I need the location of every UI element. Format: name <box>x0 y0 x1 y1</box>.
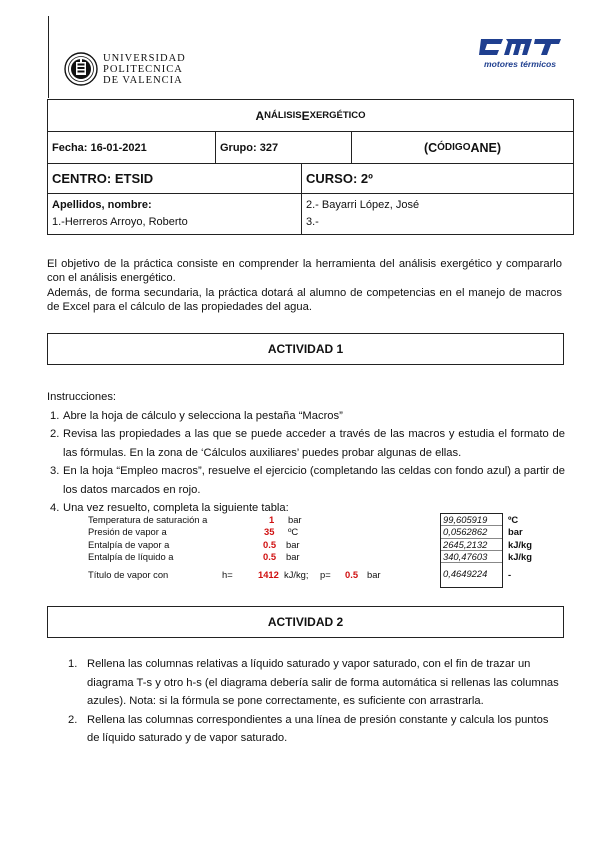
names-left <box>48 194 302 234</box>
student-1: 1.-Herreros Arroyo, Roberto <box>52 216 188 228</box>
p-label: p= <box>320 569 331 580</box>
result-unit: ºC <box>508 514 519 525</box>
university-seal-icon <box>64 52 98 86</box>
codigo-field <box>352 132 573 163</box>
input-value: 0.5 <box>263 550 277 562</box>
input-unit: bar <box>286 550 300 562</box>
cmt-logo <box>476 36 564 69</box>
header-table <box>47 99 574 235</box>
list-item <box>68 711 560 748</box>
item-number: 2. <box>50 428 60 440</box>
codigo-close: ANE) <box>470 140 502 155</box>
result-cell: 0,4649224 <box>443 568 488 580</box>
results-column <box>440 513 503 588</box>
result-cell: 0,0562862 <box>441 526 502 538</box>
item-text: Rellena las columnas relativas a líquido saturado y vapor saturado, con el fin de trazar un diagrama T-s y otro h-s (el diagrama debería salir de forma automática si rellenas las columnas azules). Nota: si la fórmula se pone correctamente, es suficiente con arrastrarla. <box>87 658 559 707</box>
input-value: 0.5 <box>263 538 277 550</box>
item-number: 3. <box>50 465 60 477</box>
item-text: Abre la hoja de cálculo y selecciona la pestaña “Macros” <box>63 409 343 422</box>
result-unit: kJ/kg <box>508 550 532 562</box>
input-unit: bar <box>286 538 300 550</box>
grupo-field: Grupo: 327 <box>216 132 352 163</box>
input-value: 1 <box>269 514 275 525</box>
header-title-row <box>48 100 573 132</box>
header-names-row <box>48 194 573 234</box>
curso-field: CURSO: 2º <box>306 171 373 186</box>
names-right <box>302 194 573 234</box>
result-cell: 99,605919 <box>441 514 502 526</box>
item-number: 2. <box>68 713 78 726</box>
title-part-2: XERGÉTICO <box>309 110 366 121</box>
title-letter-a: A <box>255 108 265 123</box>
cmt-brand-icon <box>477 36 563 58</box>
header-divider-line <box>48 16 49 98</box>
title-part-1: NÁLISIS <box>264 110 302 121</box>
item-text: Una vez resuelto, completa la siguiente tabla: <box>63 502 289 514</box>
item-text: Revisa las propiedades a las que se puede acceder a través de las macros y estudia el formato de las fórmulas. En la zona de ‘Cálculos auxiliares’ puedes probar algunas de ellas. <box>63 428 565 459</box>
p-value: 0.5 <box>345 569 359 580</box>
item-number: 1. <box>50 409 60 422</box>
codigo-open: (C <box>423 140 438 155</box>
cmt-brand-text: CMT <box>520 50 523 51</box>
upv-logo <box>64 52 186 86</box>
cmt-subtitle: motores térmicos <box>483 59 557 69</box>
header-centro-row <box>48 164 573 194</box>
list-item <box>47 462 565 499</box>
upv-line-1: UNIVERSIDAD <box>103 52 186 64</box>
item-text: En la hoja “Empleo macros”, resuelve el ejercicio (completando las celdas con fondo azul) a partir de los datos marcados en rojo. <box>63 465 565 496</box>
h-unit: kJ/kg; <box>284 569 309 580</box>
upv-line-2: POLITECNICA <box>103 63 183 75</box>
list-item <box>47 425 565 462</box>
apellidos-label: Apellidos, nombre: <box>52 199 152 211</box>
item-number: 4. <box>50 502 60 514</box>
header-date-row <box>48 132 573 164</box>
centro-field: CENTRO: ETSID <box>48 164 302 193</box>
student-3: 3.- <box>306 216 319 228</box>
result-unit: kJ/kg <box>508 538 532 550</box>
actividad-1-heading: ACTIVIDAD 1 <box>47 333 564 365</box>
intro-p1: El objetivo de la práctica consiste en comprender la herramienta del análisis exergético y compararlo con el análisis energético. <box>47 258 562 285</box>
result-unit: bar <box>508 526 523 538</box>
list-item <box>68 655 560 711</box>
input-value: 35 <box>264 526 275 538</box>
instructions-label: Instrucciones: <box>47 391 117 403</box>
h-value: 1412 <box>258 569 279 580</box>
actividad-1-instructions <box>47 388 565 518</box>
intro-paragraph <box>47 257 562 314</box>
upv-line-3: DE VALENCIA <box>103 74 183 86</box>
intro-p2: Además, de forma secundaria, la práctica dotará al alumno de competencias en el manejo de macros de Excel para el cálculo de las propiedades del agua. <box>47 286 562 313</box>
h-label: h= <box>222 569 233 580</box>
document-title <box>48 100 573 131</box>
input-unit: bar <box>288 514 302 525</box>
row-label: Temperatura de saturación a <box>88 514 208 525</box>
row-label: Presión de vapor a <box>88 526 167 538</box>
instructions-list <box>47 407 565 518</box>
actividad-2-list <box>68 655 560 748</box>
actividad-2-heading: ACTIVIDAD 2 <box>47 606 564 638</box>
input-unit: ºC <box>288 526 299 538</box>
student-2: 2.- Bayarri López, José <box>306 199 420 211</box>
row-label: Entalpía de líquido a <box>88 550 174 562</box>
row-label: Título de vapor con <box>88 569 169 580</box>
item-text: Rellena las columnas correspondientes a una línea de presión constante y calcula los puntos de líquido saturado y de vapor saturado. <box>87 713 549 744</box>
list-item <box>47 407 565 426</box>
result-cell: 2645,2132 <box>441 539 502 551</box>
title-letter-e: E <box>301 108 310 123</box>
result-unit: - <box>508 569 512 581</box>
codigo-small: ÓDIGO <box>437 142 471 153</box>
result-cell: 340,47603 <box>441 551 502 563</box>
item-number: 1. <box>68 658 78 670</box>
p-unit: bar <box>367 569 381 580</box>
row-label: Entalpía de vapor a <box>88 538 170 550</box>
results-units-column <box>508 514 532 581</box>
fecha-field: Fecha: 16-01-2021 <box>48 132 216 163</box>
